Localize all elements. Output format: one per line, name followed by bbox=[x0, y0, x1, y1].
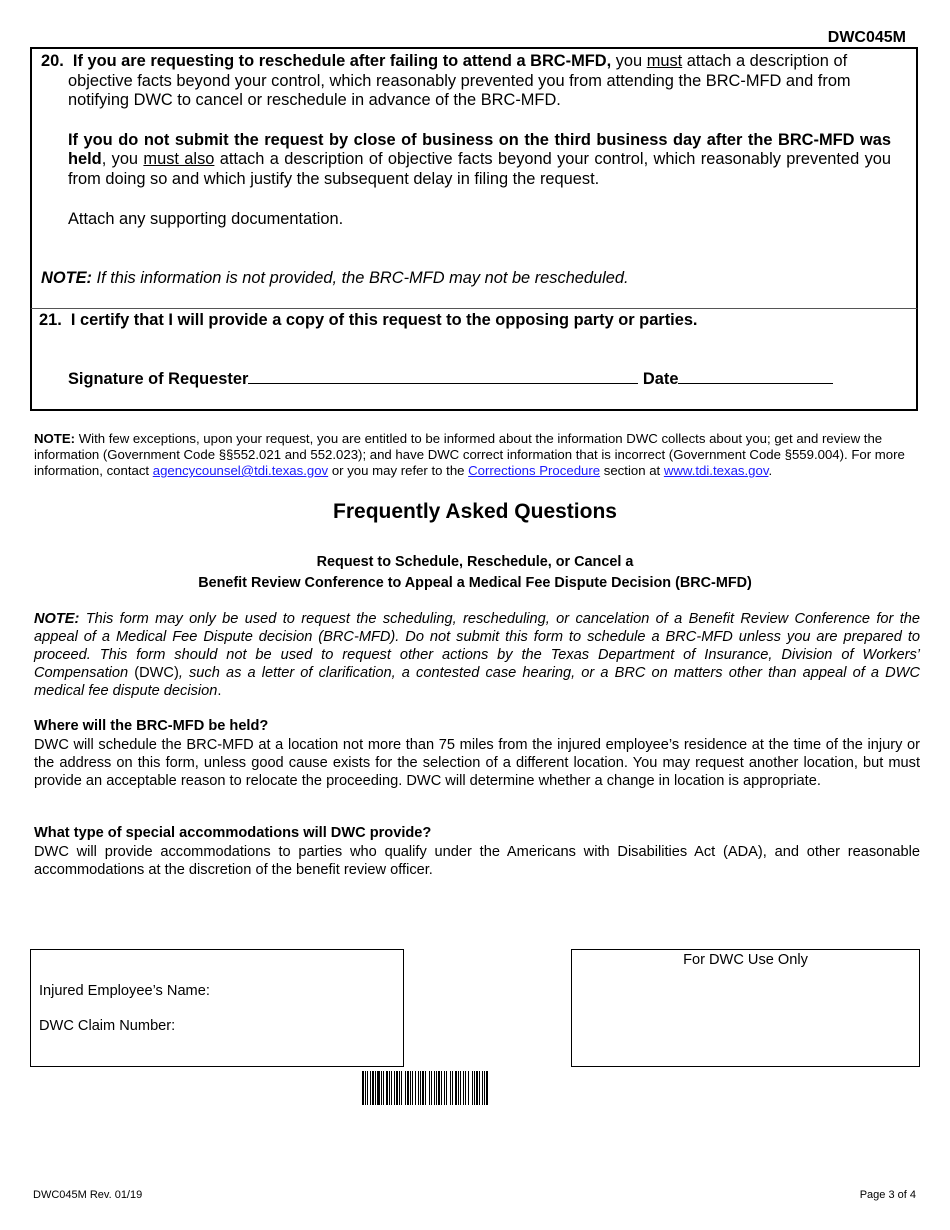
barcode-bar bbox=[410, 1071, 411, 1105]
barcode-bar bbox=[372, 1071, 374, 1105]
barcode-bar bbox=[383, 1071, 384, 1105]
text-run: section at bbox=[600, 463, 664, 478]
signature-label: Signature of Requester bbox=[68, 370, 249, 388]
claim-number-label: DWC Claim Number: bbox=[39, 1018, 176, 1034]
form-id: DWC045M bbox=[827, 29, 906, 46]
faq-subtitle-2: Benefit Review Conference to Appeal a Medical Fee Dispute Decision (BRC-MFD) bbox=[198, 575, 752, 591]
faq-answer-location: DWC will schedule the BRC-MFD at a location not more than 75 miles from the injured employee’s residence at the time of the injury or the address on this form, unless good cause exists for the selection of a different location. You may request another location, but must provide an acceptable reason to relocate the proceeding. DWC will determine whether a change in location is appropriate. bbox=[34, 737, 920, 789]
date-label: Date bbox=[642, 370, 679, 388]
must-also-emphasis: must also bbox=[143, 150, 215, 169]
barcode-bar bbox=[484, 1071, 485, 1105]
barcode-bar bbox=[422, 1071, 424, 1105]
text-run: . bbox=[768, 463, 773, 478]
question-20-paragraph-3: Attach any supporting documentation. bbox=[68, 209, 344, 228]
question-21-text: I certify that I will provide a copy of this request to the opposing party or parties. bbox=[70, 311, 698, 329]
barcode-bar bbox=[396, 1071, 398, 1105]
barcode-bar bbox=[476, 1071, 478, 1105]
text-run: (DWC) bbox=[134, 665, 179, 681]
note-text: If this information is not provided, the BRC-MFD may not be rescheduled. bbox=[92, 269, 629, 287]
date-line[interactable] bbox=[678, 369, 833, 384]
privacy-text: With few exceptions, upon your request, you are entitled to be informed about the information DWC collects about you; get and review the information (Government Code §§552.021 and 552.023); and have DWC correct information that is incorrect (Government Code §559.004). For more information, contact bbox=[34, 431, 905, 478]
employee-info-box bbox=[30, 949, 404, 1067]
note-label: NOTE: bbox=[41, 269, 92, 287]
barcode-bar bbox=[460, 1071, 461, 1105]
faq-note bbox=[34, 610, 920, 700]
question-20-heading: If you are requesting to reschedule after failing to attend a BRC-MFD, bbox=[72, 52, 612, 70]
signature-line[interactable] bbox=[248, 369, 638, 384]
question-20-note bbox=[41, 269, 629, 288]
barcode-bar bbox=[370, 1071, 371, 1105]
text-run: , such as a letter of clarification, a contested case hearing, or a BRC on matters other than appeal of a DWC medical fee dispute decision bbox=[34, 665, 920, 699]
faq-question-location: Where will the BRC-MFD be held? bbox=[34, 718, 269, 734]
barcode-bar bbox=[418, 1071, 419, 1105]
barcode-bar bbox=[386, 1071, 388, 1105]
tdi-website-link[interactable]: www.tdi.texas.gov bbox=[663, 463, 769, 478]
barcode-bar bbox=[455, 1071, 457, 1105]
faq-title: Frequently Asked Questions bbox=[333, 500, 617, 523]
question-20-paragraph-1 bbox=[41, 52, 891, 111]
faq-note-label: NOTE: bbox=[34, 611, 80, 627]
barcode-bar bbox=[482, 1071, 483, 1105]
barcode-bar bbox=[458, 1071, 459, 1105]
barcode-bar bbox=[472, 1071, 473, 1105]
text-run: you bbox=[611, 52, 647, 70]
barcode-bar bbox=[468, 1071, 469, 1105]
revision-label: DWC045M Rev. 01/19 bbox=[33, 1189, 143, 1201]
barcode-bar bbox=[438, 1071, 440, 1105]
barcode-bar bbox=[412, 1071, 413, 1105]
barcode-bar bbox=[425, 1071, 426, 1105]
barcode-bar bbox=[436, 1071, 437, 1105]
barcode-bar bbox=[463, 1071, 464, 1105]
barcode-bar bbox=[452, 1071, 453, 1105]
barcode-bar bbox=[362, 1071, 364, 1105]
barcode-bar bbox=[381, 1071, 382, 1105]
barcode-bar bbox=[377, 1071, 380, 1105]
barcode-bar bbox=[391, 1071, 392, 1105]
barcode-bar bbox=[389, 1071, 390, 1105]
text-run: attach a description of objective facts beyond your control, which reasonably prevented you from doing so and which justify the subsequent delay in filing the request. bbox=[68, 150, 892, 188]
barcode-bar bbox=[375, 1071, 376, 1105]
text-run: This form may only be used to request the scheduling, rescheduling, or cancelation of a Benefit Review Conference for the appeal of a Medical Fee Dispute decision (BRC-MFD). Do not submit this form to schedule a BRC-MFD unless you are prepared to proceed. This form should not be used to request other actions by the Texas Department of Insurance, Division of Workers’ Compensation bbox=[34, 611, 920, 681]
question-20 bbox=[41, 52, 891, 229]
corrections-procedure-link[interactable]: Corrections Procedure bbox=[468, 463, 601, 478]
barcode-bar bbox=[420, 1071, 421, 1105]
agency-counsel-email-link[interactable]: agencycounsel@tdi.texas.gov bbox=[152, 463, 329, 478]
barcode-bar bbox=[465, 1071, 466, 1105]
question-21-number: 21. bbox=[39, 311, 62, 329]
barcode-bar bbox=[429, 1071, 430, 1105]
faq-subtitle-1: Request to Schedule, Reschedule, or Cancel a bbox=[316, 554, 634, 570]
question-21 bbox=[39, 311, 698, 330]
barcode bbox=[362, 1071, 592, 1105]
text-run: or you may refer to the bbox=[328, 463, 469, 478]
barcode-bar bbox=[405, 1071, 406, 1105]
barcode-bar bbox=[486, 1071, 488, 1105]
text-run: attach a description of objective facts beyond your control, which reasonably prevented you from attending the BRC-MFD and from notifying DWC to cancel or reschedule in advance of the BRC-MFD. bbox=[68, 52, 851, 110]
barcode-bar bbox=[479, 1071, 480, 1105]
question-20-number: 20. bbox=[41, 52, 64, 70]
barcode-bar bbox=[474, 1071, 475, 1105]
must-emphasis: must bbox=[646, 52, 683, 70]
dwc-use-only-box bbox=[571, 949, 920, 1067]
privacy-notice bbox=[34, 431, 918, 479]
barcode-bar bbox=[367, 1071, 368, 1105]
barcode-bar bbox=[434, 1071, 435, 1105]
barcode-bar bbox=[399, 1071, 400, 1105]
barcode-bar bbox=[444, 1071, 445, 1105]
deadline-emphasis: If you do not submit the request by close of business on the third business day after the BRC-MFD was held bbox=[68, 130, 891, 169]
text-run: . bbox=[217, 683, 222, 699]
barcode-bar bbox=[401, 1071, 402, 1105]
dwc-use-only-label: For DWC Use Only bbox=[683, 952, 808, 968]
signature-row bbox=[68, 369, 833, 389]
barcode-bar bbox=[415, 1071, 416, 1105]
privacy-label: NOTE: bbox=[34, 431, 76, 446]
barcode-bar bbox=[446, 1071, 447, 1105]
question-20-paragraph-2 bbox=[41, 131, 891, 190]
faq-question-accommodations: What type of special accommodations will DWC provide? bbox=[34, 825, 432, 841]
barcode-bar bbox=[431, 1071, 432, 1105]
faq-answer-accommodations: DWC will provide accommodations to parties who qualify under the Americans with Disabilities Act (ADA), and other reasonable accommodations at the discretion of the benefit review officer. bbox=[34, 844, 920, 878]
employee-name-label: Injured Employee’s Name: bbox=[39, 983, 210, 999]
barcode-bar bbox=[441, 1071, 442, 1105]
page-number: Page 3 of 4 bbox=[859, 1189, 916, 1201]
barcode-bar bbox=[365, 1071, 366, 1105]
barcode-bar bbox=[394, 1071, 395, 1105]
text-run: , you bbox=[101, 150, 144, 169]
barcode-bar bbox=[450, 1071, 451, 1105]
barcode-bar bbox=[407, 1071, 409, 1105]
